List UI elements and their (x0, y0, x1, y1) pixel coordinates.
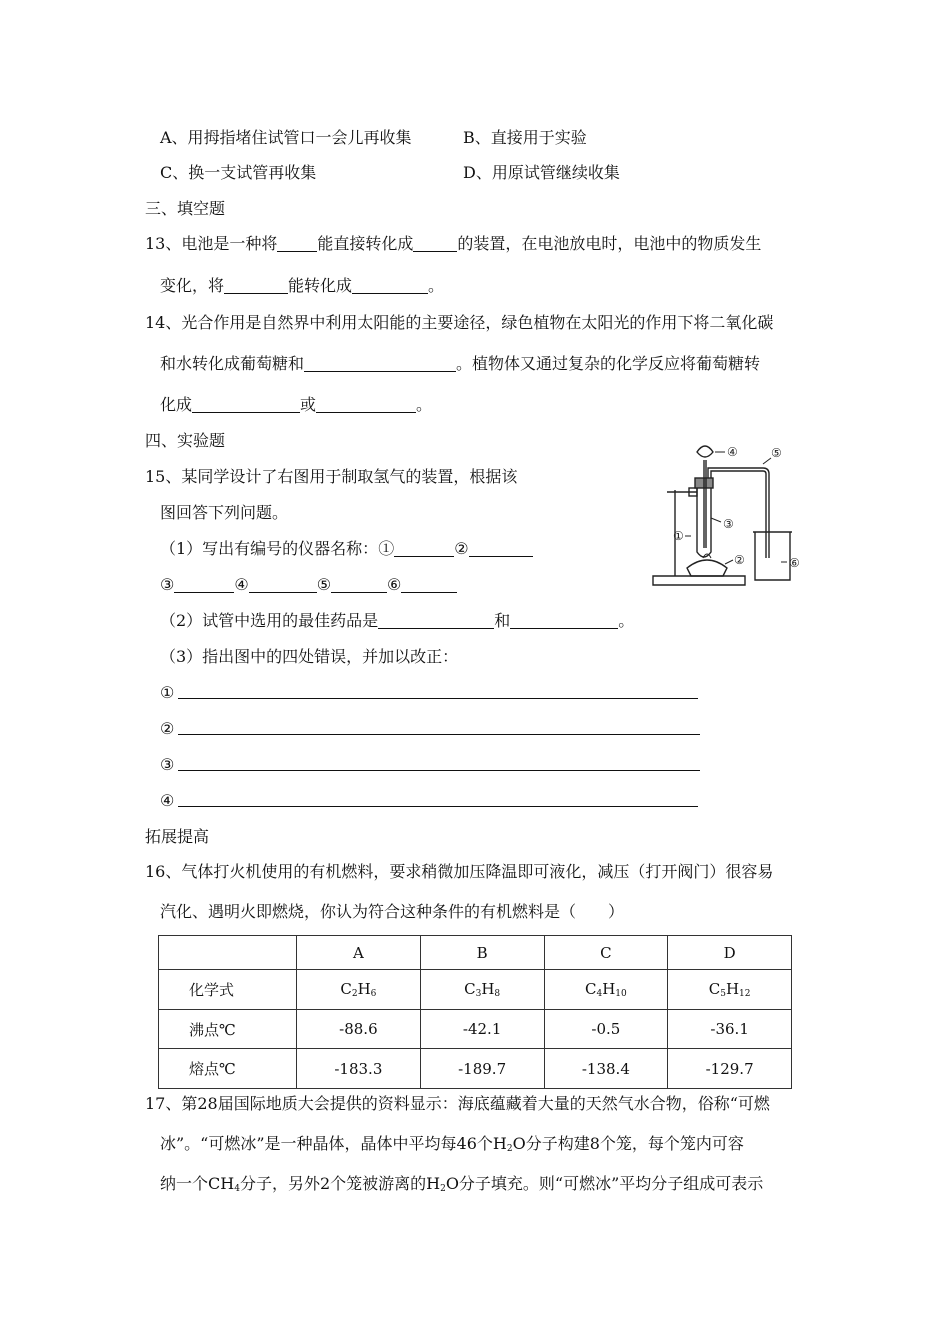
fuel-properties-table (158, 935, 792, 1089)
q14-text-2: 和水转化成葡萄糖和 (160, 354, 305, 373)
q13-text-6: 。 (428, 276, 445, 295)
q15-blank-6[interactable] (401, 576, 457, 593)
option-a: A、用拇指堵住试管口一会儿再收集 (160, 128, 412, 147)
q16-line2: 汽化、遇明火即燃烧，你认为符合这种条件的有机燃料是（ ） (160, 902, 625, 921)
q17-text-2b: O分子构建8个笼，每个笼内可容 (512, 1134, 744, 1153)
formula-subscript: 5 (720, 988, 726, 999)
q17-line3 (160, 1174, 763, 1199)
formula-element-h: H (481, 979, 495, 998)
formula-subscript: 6 (370, 988, 377, 999)
q15-sub1 (160, 539, 533, 559)
option-c: C、换一支试管再收集 (160, 163, 317, 182)
mark-1: ① (378, 539, 395, 558)
q13-text-4: 变化，将 (160, 276, 225, 295)
table-row (159, 970, 792, 1010)
mark-3: ③ (160, 575, 175, 594)
q15-blank-8[interactable] (510, 612, 618, 629)
q13-line1 (145, 234, 761, 254)
section-heading-extension: 拓展提高 (145, 827, 210, 846)
q14-line1: 14、光合作用是自然界中利用太阳能的主要途径，绿色植物在太阳光的作用下将二氧化碳 (145, 313, 774, 332)
figure-label-6: ⑥ (789, 556, 800, 570)
q17-line2 (160, 1134, 744, 1159)
q15-blank-7[interactable] (378, 612, 494, 629)
formula-subscript: 10 (615, 988, 627, 999)
q15-sub3: （3）指出图中的四处错误，并加以改正： (160, 647, 459, 666)
q17-text-2a: 冰”。“可燃冰”是一种晶体，晶体中平均每46个H (160, 1134, 507, 1153)
q13-blank-2[interactable] (413, 235, 457, 252)
table-cell: -36.1 (668, 1009, 792, 1049)
formula-element-c: C (708, 979, 721, 998)
q15-intro-2: 图回答下列问题。 (160, 503, 289, 522)
table-cell: -129.7 (668, 1049, 792, 1089)
q17-line1: 17、第28届国际地质大会提供的资料显示：海底蕴藏着大量的天然气水合物，俗称“可燃 (145, 1094, 770, 1113)
table-header-cell: A (297, 936, 421, 970)
q13-text-1: 13、电池是一种将 (145, 234, 278, 253)
table-header-cell: C (544, 936, 668, 970)
q14-text-3: 。植物体又通过复杂的化学反应将葡萄糖转 (456, 354, 761, 373)
q13-blank-1[interactable] (277, 235, 317, 252)
error-mark-3: ③ (160, 755, 175, 774)
row-label-melting-point: 熔点℃ (159, 1049, 297, 1089)
subscript: 4 (234, 1184, 240, 1194)
table-cell: -138.4 (544, 1049, 668, 1089)
formula-subscript: 12 (739, 988, 751, 999)
q15-intro-1: 15、某同学设计了右图用于制取氢气的装置，根据该 (145, 467, 518, 486)
mark-2: ② (454, 539, 469, 558)
error-answer-line-1[interactable] (178, 698, 698, 699)
formula-cell (297, 970, 421, 1010)
q14-blank-2[interactable] (192, 396, 300, 413)
formula-element-h: H (602, 979, 616, 998)
q13-text-5: 能转化成 (288, 276, 353, 295)
table-row (159, 1009, 792, 1049)
table-header-row (159, 936, 792, 970)
q14-blank-1[interactable] (304, 355, 456, 372)
formula-element-c: C (584, 979, 597, 998)
subscript: 2 (506, 1144, 513, 1154)
q13-blank-4[interactable] (352, 277, 428, 294)
figure-label-3: ③ (723, 517, 734, 531)
table-cell: -183.3 (297, 1049, 421, 1089)
q15-blank-1[interactable] (394, 540, 454, 557)
option-d: D、用原试管继续收集 (463, 163, 620, 182)
q14-text-5: 或 (300, 395, 317, 414)
mark-4: ④ (234, 575, 249, 594)
table-row (159, 1049, 792, 1089)
formula-subscript: 8 (494, 988, 501, 999)
table-cell: -42.1 (420, 1009, 544, 1049)
mark-6: ⑥ (387, 575, 402, 594)
error-mark-1: ① (160, 683, 175, 702)
q15-blank-5[interactable] (331, 576, 387, 593)
q14-blank-3[interactable] (316, 396, 416, 413)
table-header-cell: B (420, 936, 544, 970)
subscript: 2 (440, 1184, 446, 1194)
table-header-cell (159, 936, 297, 970)
table-cell: -88.6 (297, 1009, 421, 1049)
q17-text-3b: 分子，另外2个笼被游离的H (239, 1174, 441, 1193)
error-mark-2: ② (160, 719, 175, 738)
formula-subscript: 4 (596, 988, 603, 999)
q15-sub1-label: （1）写出有编号的仪器名称： (160, 539, 379, 558)
q17-text-3c: O分子填充。则“可燃冰”平均分子组成可表示 (445, 1174, 764, 1193)
figure-label-5: ⑤ (771, 446, 782, 460)
q15-sub2-label: （2）试管中选用的最佳药品是 (160, 611, 379, 630)
table-header-cell: D (668, 936, 792, 970)
q15-blank-4[interactable] (249, 576, 317, 593)
formula-subscript: 2 (351, 988, 358, 999)
error-mark-4: ④ (160, 791, 175, 810)
section-heading-3: 三、填空题 (145, 199, 226, 218)
delivery-tube (708, 468, 769, 558)
error-answer-line-2[interactable] (178, 734, 700, 735)
row-label-boiling-point: 沸点℃ (159, 1009, 297, 1049)
q17-text-3a: 纳一个CH (160, 1174, 235, 1193)
q13-line2 (160, 276, 444, 296)
formula-subscript: 3 (475, 988, 482, 999)
q13-text-3: 的装置，在电池放电时，电池中的物质发生 (457, 234, 762, 253)
q16-line1: 16、气体打火机使用的有机燃料，要求稍微加压降温即可液化，减压（打开阀门）很容易 (145, 862, 774, 881)
q15-sub2 (160, 611, 634, 631)
q14-text-4: 化成 (160, 395, 193, 414)
formula-cell (544, 970, 668, 1010)
q13-blank-3[interactable] (224, 277, 288, 294)
gas-jar (755, 532, 790, 580)
formula-cell (668, 970, 792, 1010)
error-answer-line-3[interactable] (178, 770, 700, 771)
formula-element-c: C (464, 979, 476, 998)
q14-line2 (160, 354, 760, 374)
error-answer-line-4[interactable] (178, 806, 698, 807)
figure-label-4: ④ (727, 445, 738, 459)
table-cell: -0.5 (544, 1009, 668, 1049)
hydrogen-apparatus-figure (645, 440, 820, 620)
q15-sub2-end: 。 (618, 611, 635, 630)
q15-sub2-and: 和 (494, 611, 511, 630)
alcohol-lamp (687, 560, 727, 576)
figure-label-1: ① (673, 529, 684, 543)
formula-element-c: C (340, 979, 352, 998)
row-label-formula: 化学式 (159, 970, 297, 1010)
mark-5: ⑤ (316, 575, 332, 594)
q15-blank-3[interactable] (174, 576, 234, 593)
q14-line3 (160, 395, 432, 415)
figure-label-2: ② (734, 553, 745, 567)
table-cell: -189.7 (420, 1049, 544, 1089)
long-neck-funnel (697, 446, 713, 457)
formula-cell (420, 970, 544, 1010)
option-b: B、直接用于实验 (463, 128, 587, 147)
q15-blank-2[interactable] (469, 540, 533, 557)
q14-text-6: 。 (416, 395, 433, 414)
q13-text-2: 能直接转化成 (317, 234, 414, 253)
section-heading-4: 四、实验题 (145, 431, 226, 450)
q15-sub1-row2 (160, 575, 457, 595)
stand-base (653, 576, 745, 585)
formula-element-h: H (357, 979, 371, 998)
formula-element-h: H (725, 979, 740, 998)
